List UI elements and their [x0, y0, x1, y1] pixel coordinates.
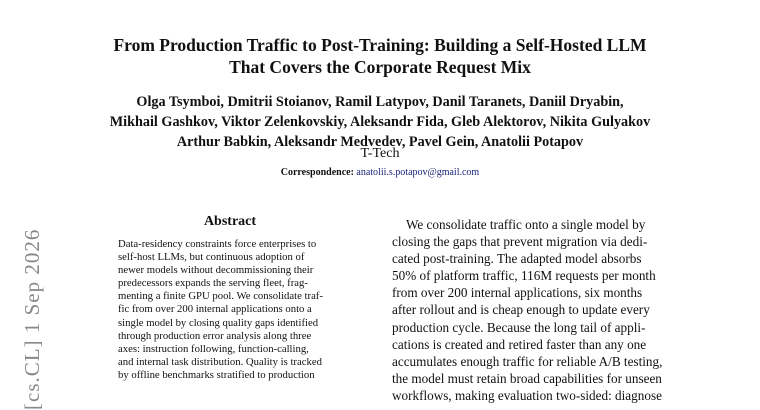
abstract-line: by offline benchmarks stratified to production	[118, 368, 315, 381]
affiliation: T-Tech	[360, 146, 400, 161]
abstract-line: fic from over 200 internal applications onto a	[118, 303, 312, 316]
body-line: cated post-training. The adapted model absorbs	[392, 251, 642, 267]
abstract-line: newer models without decommissioning their	[118, 264, 314, 277]
title-line: That Covers the Corporate Request Mix	[229, 57, 531, 77]
author-line: Arthur Babkin, Aleksandr Medvedev, Pavel Gein, Anatolii Potapov	[176, 134, 584, 150]
author-line: Mikhail Gashkov, Viktor Zelenkovskiy, Aleksandr Fida, Gleb Alektorov, Nikita Gulyakov	[109, 114, 651, 130]
abstract-line: and internal task distribution. Quality is tracked	[118, 355, 322, 368]
abstract-heading: Abstract	[203, 214, 257, 229]
body-line: after rollout and is cheap enough to update every	[392, 302, 650, 318]
author-list	[0, 92, 760, 152]
introduction-column	[392, 216, 682, 404]
body-line: accumulates enough traffic for reliable A/B testing,	[392, 353, 663, 369]
abstract-body	[118, 238, 358, 382]
abstract-line: predecessors expands the serving fleet, frag-	[118, 277, 308, 290]
abstract-line: Data-residency constraints force enterprises to	[118, 238, 317, 250]
body-line: workflows, making evaluation two-sided: diagnose	[392, 387, 662, 403]
body-line: closing the gaps that prevent migration via dedi-	[392, 234, 648, 250]
arxiv-side-stamp: [cs.CL] 1 Sep 2026	[20, 228, 44, 410]
abstract-line: menting a finite GPU pool. We consolidate traf-	[118, 290, 323, 303]
correspondence	[0, 166, 760, 180]
paper-title	[0, 34, 760, 78]
abstract-line: self-host LLMs, but continuous adoption of	[118, 251, 305, 264]
body-line: production cycle. Because the long tail of appli-	[392, 319, 646, 335]
title-line: From Production Traffic to Post-Training: Building a Self-Hosted LLM	[113, 35, 647, 55]
body-line: cations is created and retired faster than any one	[392, 336, 647, 352]
body-line: the model must retain broad capabilities for unseen	[392, 370, 662, 386]
correspondence-email-link[interactable]: anatolii.s.potapov@gmail.com	[356, 167, 480, 178]
abstract-line: through production error analysis along three	[118, 329, 312, 342]
body-line: We consolidate traffic onto a single model by	[406, 217, 646, 232]
abstract-line: single model by closing quality gaps identified	[118, 316, 319, 329]
correspondence-label: Correspondence:	[280, 167, 354, 178]
body-line: 50% of platform traffic, 116M requests per month	[392, 268, 656, 284]
body-line: from over 200 internal applications, six months	[392, 285, 643, 301]
author-line: Olga Tsymboi, Dmitrii Stoianov, Ramil Latypov, Danil Taranets, Daniil Dryabin,	[136, 94, 624, 110]
abstract-line: axes: instruction following, function-calling,	[118, 342, 309, 355]
